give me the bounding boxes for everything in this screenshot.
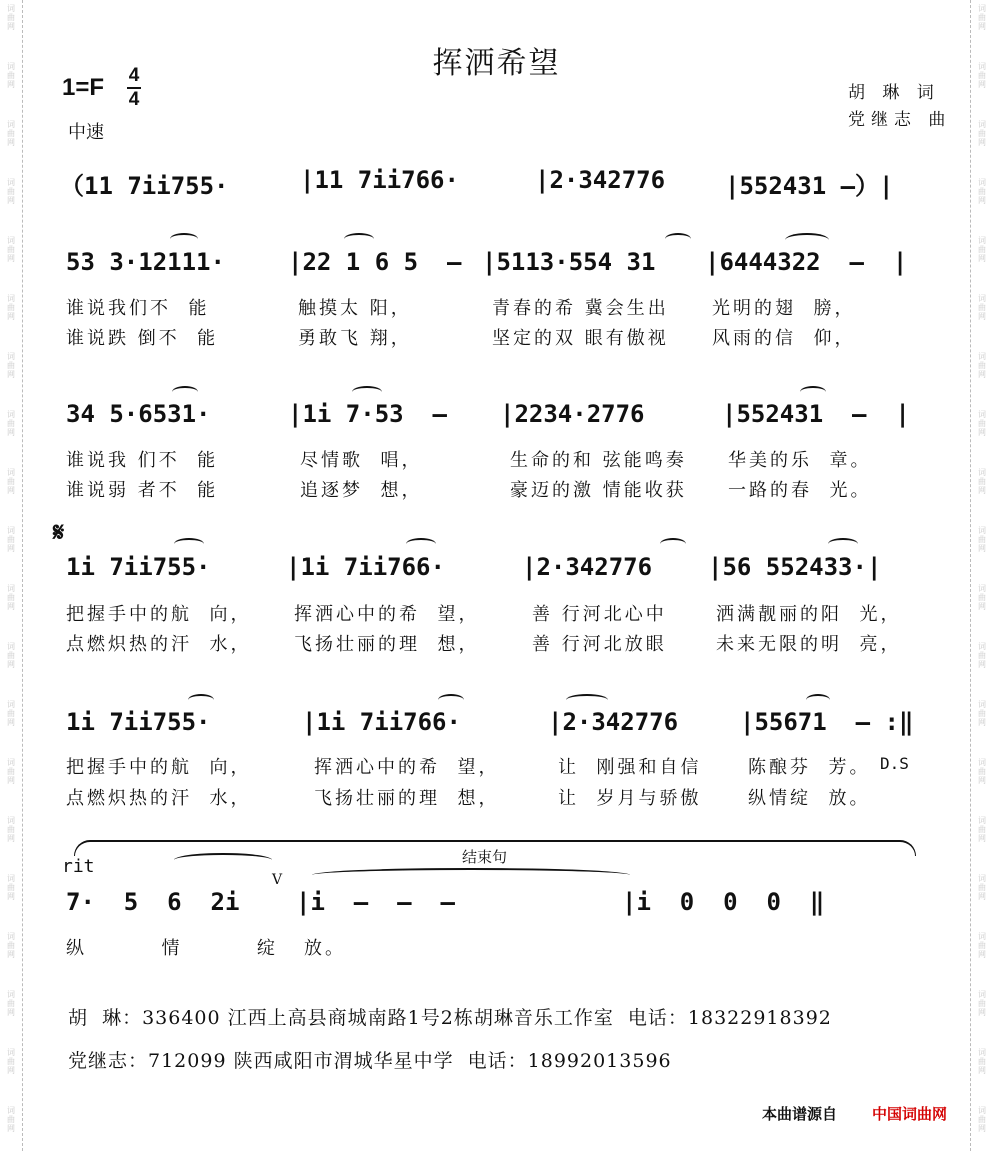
lyric-r5-2: 放。	[304, 938, 346, 959]
lyric-r4-v2-1: 点燃炽热的汗 水，	[66, 788, 252, 809]
watermark-text: 词 曲 网	[978, 4, 986, 31]
watermark-text: 词 曲 网	[7, 1048, 15, 1075]
measure-r4-2: |1i 7ii766·	[302, 708, 461, 736]
left-margin-strip	[0, 0, 23, 1151]
watermark-text: 词 曲 网	[7, 526, 15, 553]
slur	[806, 694, 830, 706]
measure-r4-1: 1i 7ii755·	[66, 708, 211, 736]
watermark-text: 词 曲 网	[978, 468, 986, 495]
slur	[170, 233, 198, 245]
measure-r2-2: |1i 7·53 –	[288, 400, 447, 428]
measure-r0-1: （11 7ii755·	[60, 172, 229, 200]
measure-r5-2: |i – – –	[296, 888, 455, 916]
slur	[174, 538, 204, 550]
watermark-text: 词 曲 网	[7, 4, 15, 31]
watermark-text: 词 曲 网	[7, 816, 15, 843]
lyric-r1-v1-1: 谁说我们不 能	[66, 298, 210, 319]
lyric-r2-v2-2: 追逐梦 想，	[300, 480, 423, 501]
watermark-text: 词 曲 网	[7, 642, 15, 669]
watermark-text: 词 曲 网	[978, 352, 986, 379]
slur	[566, 694, 608, 706]
watermark-text: 词 曲 网	[7, 178, 15, 205]
watermark-text: 词 曲 网	[7, 874, 15, 901]
lyric-r2-v1-3: 生命的和 弦能鸣奏	[510, 450, 687, 471]
watermark-text: 词 曲 网	[978, 700, 986, 727]
measure-r1-3: |5113·554 31	[482, 248, 656, 276]
song-title: 挥洒希望	[432, 46, 561, 81]
lyric-r3-v2-1: 点燃炽热的汗 水，	[66, 634, 252, 655]
slur	[174, 853, 272, 867]
watermark-text: 词 曲 网	[978, 62, 986, 89]
watermark-text: 词 曲 网	[978, 758, 986, 785]
watermark-text: 词 曲 网	[978, 642, 986, 669]
measure-r0-4: |552431 –）|	[725, 172, 894, 200]
watermark-text: 词 曲 网	[978, 1106, 986, 1133]
watermark-text: 词 曲 网	[7, 120, 15, 147]
measure-r1-2: |22 1 6 5 –	[288, 248, 462, 276]
measure-r2-3: |2234·2776	[500, 400, 645, 428]
lyric-r4-v2-4: 纵情绽 放。	[748, 788, 871, 809]
measure-r3-4: |56 552433·|	[708, 553, 882, 581]
source-site-link[interactable]: 中国词曲网	[872, 1106, 948, 1123]
measure-r3-3: |2·342776	[522, 553, 653, 581]
lyric-r3-v1-1: 把握手中的航 向，	[66, 604, 252, 625]
key-signature: 1=F	[62, 74, 105, 101]
watermark-text: 词 曲 网	[978, 932, 986, 959]
watermark-text: 词 曲 网	[978, 410, 986, 437]
watermark-text: 词 曲 网	[7, 990, 15, 1017]
lyric-r1-v2-1: 谁说跌 倒不 能	[66, 328, 219, 349]
lyric-r3-v1-2: 挥洒心中的希 望，	[294, 604, 480, 625]
meter-denominator: 4	[128, 89, 140, 110]
watermark-text: 词 曲 网	[7, 700, 15, 727]
lyric-r3-v2-3: 善 行河北放眼	[532, 634, 667, 655]
breath-mark: V	[272, 872, 283, 888]
watermark-text: 词 曲 网	[978, 294, 986, 321]
watermark-text: 词 曲 网	[7, 932, 15, 959]
time-signature	[127, 66, 141, 110]
watermark-text: 词 曲 网	[978, 990, 986, 1017]
slur	[665, 233, 691, 245]
tie	[312, 868, 630, 882]
lyric-r2-v2-4: 一路的春 光。	[728, 480, 872, 501]
contact-composer: 党继志：712099 陕西咸阳市渭城华星中学 电话：18992013596	[68, 1050, 672, 1072]
measure-r0-2: |11 7ii766·	[300, 166, 459, 194]
ds-marking: D.S	[880, 754, 909, 773]
watermark-text: 词 曲 网	[7, 468, 15, 495]
tempo-marking: 中速	[68, 122, 104, 143]
measure-r0-3: |2·342776	[535, 166, 666, 194]
watermark-text: 词 曲 网	[7, 758, 15, 785]
lyric-r3-v2-2: 飞扬壮丽的理 想，	[294, 634, 480, 655]
lyric-r4-v1-4: 陈酿芬 芳。	[748, 757, 871, 778]
slur	[785, 233, 829, 247]
right-margin-strip	[970, 0, 993, 1151]
lyric-r1-v1-4: 光明的翅 膀，	[712, 298, 856, 319]
composer-credit: 党继志 曲	[848, 110, 952, 130]
lyric-r2-v1-1: 谁说我 们不 能	[66, 450, 219, 471]
watermark-text: 词 曲 网	[7, 584, 15, 611]
slur	[344, 233, 374, 245]
watermark-text: 词 曲 网	[7, 352, 15, 379]
slur	[188, 694, 214, 706]
lyric-r4-v1-1: 把握手中的航 向，	[66, 757, 252, 778]
lyric-r1-v2-2: 勇敢飞 翔，	[298, 328, 412, 349]
source-label: 本曲谱源自	[762, 1106, 838, 1123]
slur	[172, 386, 198, 398]
measure-r1-4: |6444322 – |	[705, 248, 908, 276]
slur	[438, 694, 464, 706]
watermark-text: 词 曲 网	[7, 410, 15, 437]
lyricist-credit: 胡 琳 词	[848, 83, 940, 103]
slur	[352, 386, 382, 398]
lyric-r1-v1-3: 青春的希 冀会生出	[492, 298, 669, 319]
lyric-r3-v1-3: 善 行河北心中	[532, 604, 667, 625]
contact-lyricist: 胡 琳：336400 江西上高县商城南路1号2栋胡琳音乐工作室 电话：18322918392	[68, 1007, 832, 1029]
meter-numerator: 4	[128, 65, 140, 86]
ending-label: 结束句	[462, 848, 508, 866]
measure-r3-2: |1i 7ii766·	[286, 553, 445, 581]
watermark-text: 词 曲 网	[7, 1106, 15, 1133]
measure-r2-4: |552431 – |	[722, 400, 910, 428]
slur	[800, 386, 826, 398]
measure-r2-1: 34 5·6531·	[66, 400, 211, 428]
slur	[406, 538, 436, 550]
measure-r1-1: 53 3·12111·	[66, 248, 225, 276]
measure-r3-1: 1i 7ii755·	[66, 553, 211, 581]
lyric-r4-v1-2: 挥洒心中的希 望，	[314, 757, 500, 778]
lyric-r3-v2-4: 未来无限的明 亮，	[716, 634, 902, 655]
lyric-r1-v2-4: 风雨的信 仰，	[712, 328, 856, 349]
lyric-r2-v2-3: 豪迈的激 情能收获	[510, 480, 687, 501]
rit-marking: rit	[62, 856, 95, 877]
lyric-r2-v2-1: 谁说弱 者不 能	[66, 480, 219, 501]
lyric-r5-1: 纵 情 绽	[66, 938, 297, 959]
watermark-text: 词 曲 网	[7, 294, 15, 321]
slur	[828, 538, 858, 550]
segno-sign: 𝄋	[53, 518, 65, 548]
lyric-r4-v2-3: 让 岁月与骄傲	[558, 788, 702, 809]
lyric-r2-v1-4: 华美的乐 章。	[728, 450, 872, 471]
watermark-text: 词 曲 网	[978, 816, 986, 843]
slur	[660, 538, 686, 550]
watermark-text: 词 曲 网	[978, 236, 986, 263]
watermark-text: 词 曲 网	[978, 1048, 986, 1075]
watermark-text: 词 曲 网	[978, 874, 986, 901]
watermark-text: 词 曲 网	[7, 62, 15, 89]
watermark-text: 词 曲 网	[978, 584, 986, 611]
watermark-text: 词 曲 网	[978, 178, 986, 205]
lyric-r2-v1-2: 尽情歌 唱，	[300, 450, 423, 471]
lyric-r1-v1-2: 触摸太 阳，	[298, 298, 412, 319]
measure-r4-3: |2·342776	[548, 708, 679, 736]
lyric-r1-v2-3: 坚定的双 眼有傲视	[492, 328, 669, 349]
lyric-r4-v1-3: 让 刚强和自信	[558, 757, 702, 778]
watermark-text: 词 曲 网	[978, 526, 986, 553]
measure-r5-3: |i 0 0 0 ‖	[622, 888, 825, 916]
measure-r5-1: 7· 5 6 2i	[66, 888, 240, 916]
measure-r4-4: |55671 – :‖	[740, 708, 914, 736]
watermark-text: 词 曲 网	[7, 236, 15, 263]
lyric-r4-v2-2: 飞扬壮丽的理 想，	[314, 788, 500, 809]
lyric-r3-v1-4: 洒满靓丽的阳 光，	[716, 604, 902, 625]
watermark-text: 词 曲 网	[978, 120, 986, 147]
